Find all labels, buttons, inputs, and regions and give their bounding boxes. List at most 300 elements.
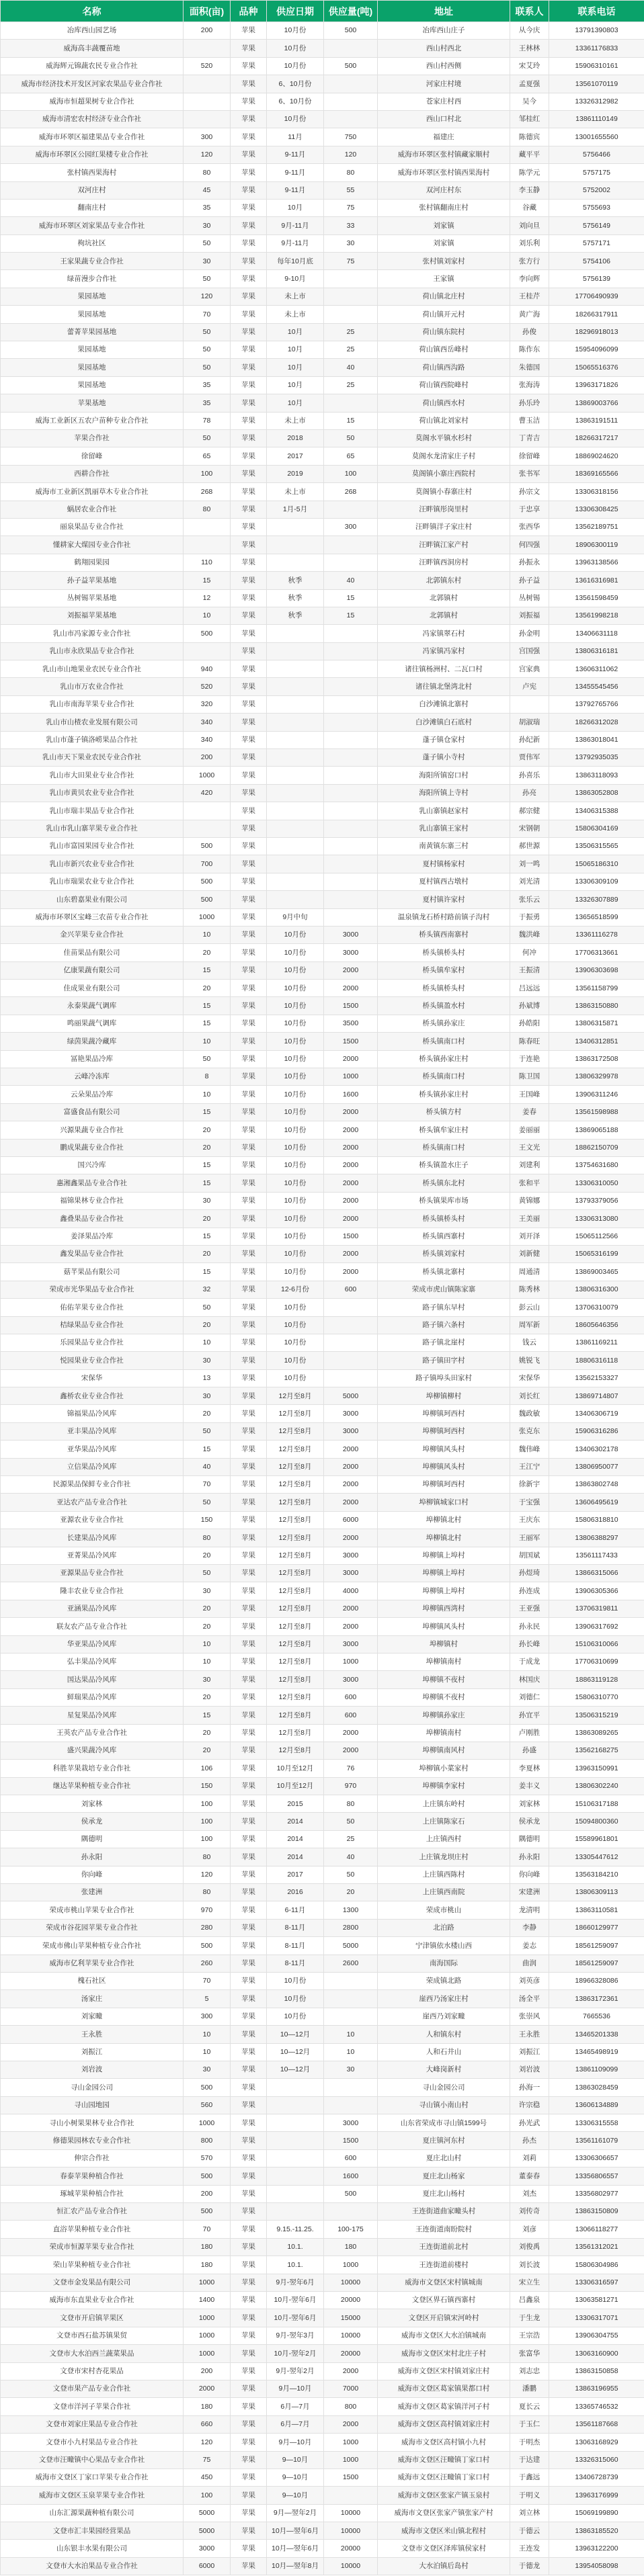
- cell-contact: 林国庆: [510, 1671, 549, 1688]
- cell-contact: 于德云: [510, 2522, 549, 2540]
- cell-contact: 吴今: [510, 93, 549, 110]
- cell-area: 20: [184, 1547, 231, 1564]
- cell-supply-date: 10月份: [267, 1157, 324, 1174]
- cell-contact: 孙长峰: [510, 1635, 549, 1653]
- cell-variety: 苹果: [231, 1884, 267, 1901]
- cell-name: 荣山苹果种植专业合作社: [1, 2256, 184, 2274]
- cell-address: 桥头镇桥头村: [378, 980, 510, 997]
- cell-supply-date: 10月至12月: [267, 1760, 324, 1777]
- cell-address: 北郭镇村: [378, 589, 510, 607]
- cell-area: [184, 802, 231, 820]
- cell-area: 120: [184, 288, 231, 305]
- cell-address: 张村镇刘家村: [378, 253, 510, 270]
- cell-supply-date: 每年10月底: [267, 253, 324, 270]
- cell-supply-volume: 970: [324, 1777, 378, 1795]
- cell-address: 桥头镇西寨村: [378, 1228, 510, 1245]
- cell-phone: 13863185520: [549, 2522, 644, 2540]
- cell-address: 荷山镇东院村: [378, 323, 510, 341]
- table-row: [1, 217, 644, 234]
- cell-phone: 13863089265: [549, 1724, 644, 1742]
- cell-supply-date: 10月份: [267, 57, 324, 75]
- cell-supply-volume: 1000: [324, 2451, 378, 2468]
- table-row: [1, 714, 644, 731]
- cell-area: 180: [184, 2238, 231, 2256]
- table-row: [1, 1299, 644, 1316]
- cell-contact: 孙永阳: [510, 1848, 549, 1866]
- cell-supply-volume: [324, 394, 378, 412]
- cell-supply-volume: 2000: [324, 1050, 378, 1068]
- cell-area: 50: [184, 1050, 231, 1068]
- cell-supply-volume: 75: [324, 199, 378, 216]
- cell-supply-date: 10.1.: [267, 2238, 324, 2256]
- cell-phone: 13306318156: [549, 483, 644, 501]
- cell-supply-volume: 2000: [324, 2415, 378, 2433]
- cell-contact: 于宝强: [510, 1494, 549, 1511]
- cell-contact: 王文光: [510, 1139, 549, 1156]
- cell-variety: 苹果: [231, 2256, 267, 2274]
- cell-supply-volume: 268: [324, 483, 378, 501]
- cell-address: 白沙滩镇北寨村: [378, 695, 510, 713]
- cell-name: 寻山金园公司: [1, 2079, 184, 2096]
- cell-phone: 13561187668: [549, 2415, 644, 2433]
- cell-area: 45: [184, 181, 231, 199]
- cell-supply-volume: 100-175: [324, 2221, 378, 2238]
- table-row: [1, 1068, 644, 1086]
- cell-supply-volume: 2000: [324, 1529, 378, 1547]
- cell-area: 15: [184, 1157, 231, 1174]
- cell-name: 佳苗果品有限公司: [1, 944, 184, 961]
- cell-name: 绿苗漫步合作社: [1, 270, 184, 288]
- cell-area: 1000: [184, 767, 231, 784]
- cell-supply-date: [267, 518, 324, 535]
- cell-name: 刘振福苹果基地: [1, 607, 184, 624]
- header-variety: 品种: [231, 1, 267, 22]
- cell-variety: 苹果: [231, 2380, 267, 2397]
- table-row: [1, 2079, 644, 2096]
- cell-supply-date: 2018: [267, 429, 324, 447]
- cell-area: 15: [184, 1174, 231, 1192]
- cell-phone: 13361176833: [549, 40, 644, 57]
- cell-phone: 15065316199: [549, 1245, 644, 1262]
- table-row: [1, 1139, 644, 1156]
- cell-supply-volume: 2000: [324, 980, 378, 997]
- cell-name: 枸坑社区: [1, 234, 184, 252]
- header-supply-volume: 供应量(吨): [324, 1, 378, 22]
- cell-phone: 13863172361: [549, 1990, 644, 2008]
- cell-variety: 苹果: [231, 1387, 267, 1405]
- cell-address: 埠柳镇不夜村: [378, 1688, 510, 1706]
- cell-supply-date: 10月份: [267, 1972, 324, 1989]
- cell-contact: 张克东: [510, 1422, 549, 1440]
- cell-address: 王连街道前北村: [378, 2238, 510, 2256]
- cell-address: 温泉镇龙石桥村路前镇子沟村: [378, 908, 510, 926]
- cell-area: 1000: [184, 908, 231, 926]
- cell-variety: 苹果: [231, 1777, 267, 1795]
- cell-area: 200: [184, 22, 231, 40]
- cell-supply-date: 12月至8月: [267, 1671, 324, 1688]
- table-row: [1, 270, 644, 288]
- cell-area: 20: [184, 1618, 231, 1635]
- cell-area: 70: [184, 1476, 231, 1494]
- cell-name: 文登市西石盐苏镇果贸: [1, 2327, 184, 2344]
- cell-name: 长建果品冷风库: [1, 1529, 184, 1547]
- table-row: [1, 2540, 644, 2557]
- cell-contact: 孟夏强: [510, 75, 549, 93]
- cell-variety: 苹果: [231, 93, 267, 110]
- cell-supply-volume: 3000: [324, 1635, 378, 1653]
- cell-phone: 13806309113: [549, 1884, 644, 1901]
- cell-address: 埠柳镇西湾村: [378, 1600, 510, 1617]
- cell-phone: 13063160900: [549, 2345, 644, 2362]
- cell-phone: 13406306719: [549, 1405, 644, 1422]
- cell-supply-volume: [324, 891, 378, 908]
- cell-address: 桥头镇南口村: [378, 1068, 510, 1086]
- cell-name: 亚源果品专业合作社: [1, 1564, 184, 1582]
- cell-supply-volume: [324, 1299, 378, 1316]
- cell-name: 金兴苹果专业合作社: [1, 926, 184, 943]
- cell-supply-volume: 80: [324, 1795, 378, 1813]
- cell-supply-volume: 2000: [324, 1103, 378, 1121]
- cell-supply-volume: 15000: [324, 2309, 378, 2327]
- cell-supply-volume: 1500: [324, 2468, 378, 2486]
- cell-supply-date: 10月: [267, 394, 324, 412]
- cell-address: 乳山寨镇王家村: [378, 820, 510, 837]
- cell-supply-date: 10月—翌年6月: [267, 2522, 324, 2540]
- cell-variety: 苹果: [231, 2043, 267, 2061]
- cell-area: 78: [184, 412, 231, 429]
- cell-variety: 苹果: [231, 997, 267, 1015]
- table-row: [1, 323, 644, 341]
- cell-name: 隆丰农业专业合作社: [1, 1582, 184, 1600]
- cell-address: 威海市文登区宋村北庄子村: [378, 2345, 510, 2362]
- cell-supply-date: 6、10月份: [267, 75, 324, 93]
- cell-contact: 王丽军: [510, 1529, 549, 1547]
- cell-address: 桥头镇方村: [378, 1103, 510, 1121]
- cell-area: 200: [184, 2362, 231, 2380]
- cell-supply-date: 12月至8月: [267, 1458, 324, 1475]
- cell-variety: 苹果: [231, 501, 267, 518]
- table-row: [1, 93, 644, 110]
- cell-phone: 13863191511: [549, 412, 644, 429]
- cell-area: 15: [184, 1707, 231, 1724]
- cell-supply-date: 9月-翌年6月: [267, 2274, 324, 2291]
- cell-supply-date: [267, 837, 324, 855]
- cell-supply-date: 10月份: [267, 1334, 324, 1351]
- cell-address: 路子镇东早村: [378, 1299, 510, 1316]
- cell-supply-volume: 76: [324, 1760, 378, 1777]
- cell-area: [184, 518, 231, 535]
- cell-address: 埠柳镇小菜家村: [378, 1760, 510, 1777]
- cell-variety: 苹果: [231, 837, 267, 855]
- cell-area: 1000: [184, 2114, 231, 2132]
- cell-contact: 孙光武: [510, 2114, 549, 2132]
- cell-name: 汤家庄: [1, 1990, 184, 2008]
- cell-variety: 苹果: [231, 57, 267, 75]
- cell-phone: 13305447612: [549, 1848, 644, 1866]
- cell-address: 荷山镇西岳峰村: [378, 341, 510, 359]
- cell-contact: 卢刚胜: [510, 1724, 549, 1742]
- cell-name: 你向峰: [1, 1866, 184, 1883]
- cell-supply-date: 10—12月: [267, 2026, 324, 2043]
- cell-phone: 18266312028: [549, 714, 644, 731]
- table-row: [1, 2557, 644, 2575]
- cell-contact: 王宗浩: [510, 2327, 549, 2344]
- cell-supply-volume: 3000: [324, 926, 378, 943]
- cell-name: 亚达农产品专业合作社: [1, 1494, 184, 1511]
- cell-supply-volume: 3000: [324, 1405, 378, 1422]
- cell-name: 继达苹果种植专业合作社: [1, 1777, 184, 1795]
- cell-variety: 苹果: [231, 1582, 267, 1600]
- cell-address: 夏庄镇河东村: [378, 2132, 510, 2149]
- cell-variety: 苹果: [231, 1564, 267, 1582]
- cell-supply-date: 10—12月: [267, 2043, 324, 2061]
- cell-variety: 苹果: [231, 2079, 267, 2096]
- cell-contact: 孙振永: [510, 554, 549, 571]
- cell-variety: 苹果: [231, 1688, 267, 1706]
- cell-address: 埠柳镇珂西村: [378, 1422, 510, 1440]
- cell-address: 桥头镇桥头村: [378, 944, 510, 961]
- cell-supply-date: 2014: [267, 1830, 324, 1848]
- cell-area: [184, 642, 231, 660]
- cell-area: 30: [184, 1582, 231, 1600]
- cell-supply-volume: [324, 908, 378, 926]
- cell-contact: 刘长红: [510, 1387, 549, 1405]
- cell-address: 埠柳镇城家口村: [378, 1494, 510, 1511]
- cell-area: 340: [184, 731, 231, 748]
- cell-supply-volume: 3000: [324, 1564, 378, 1582]
- cell-name: 菇芊果品有限公司: [1, 1263, 184, 1281]
- cell-name: 鑫叠果品专业合作社: [1, 1210, 184, 1228]
- table-row: [1, 2043, 644, 2061]
- cell-variety: 苹果: [231, 944, 267, 961]
- cell-address: 王连街道前楼村: [378, 2256, 510, 2274]
- cell-supply-date: 9月—10月: [267, 2434, 324, 2451]
- cell-phone: 13063581271: [549, 2292, 644, 2309]
- cell-area: 15: [184, 1263, 231, 1281]
- cell-phone: 13561070119: [549, 75, 644, 93]
- cell-contact: 王江宁: [510, 1458, 549, 1475]
- cell-contact: 李向辉: [510, 270, 549, 288]
- cell-area: 30: [184, 1671, 231, 1688]
- cell-supply-date: [267, 642, 324, 660]
- cell-supply-volume: 600: [324, 1688, 378, 1706]
- table-row: [1, 1618, 644, 1635]
- cell-name: 刘振江: [1, 2043, 184, 2061]
- cell-name: 荣成市佛山苹果种植专业合作社: [1, 1937, 184, 1955]
- cell-supply-date: [267, 2114, 324, 2132]
- cell-address: 北郭镇东村: [378, 572, 510, 589]
- cell-contact: 宫家典: [510, 660, 549, 678]
- cell-variety: 苹果: [231, 1919, 267, 1936]
- cell-address: 汪畔镇江家产村: [378, 536, 510, 554]
- table-row: [1, 1511, 644, 1529]
- cell-supply-volume: [324, 784, 378, 802]
- cell-area: 12: [184, 589, 231, 607]
- cell-area: 1000: [184, 2327, 231, 2344]
- cell-supply-volume: [324, 802, 378, 820]
- cell-area: 10: [184, 2043, 231, 2061]
- table-row: [1, 2415, 644, 2433]
- cell-name: 苹果基地: [1, 394, 184, 412]
- cell-variety: 苹果: [231, 1547, 267, 1564]
- cell-contact: 王国峰: [510, 1086, 549, 1103]
- cell-supply-date: [267, 731, 324, 748]
- cell-contact: 谷藏: [510, 199, 549, 216]
- cell-area: 570: [184, 2149, 231, 2167]
- cell-supply-date: [267, 2132, 324, 2149]
- cell-name: 寻山园地园: [1, 2096, 184, 2114]
- cell-supply-date: 10.1.: [267, 2256, 324, 2274]
- cell-variety: 苹果: [231, 2061, 267, 2078]
- cell-address: 河家庄村境: [378, 75, 510, 93]
- cell-area: 268: [184, 483, 231, 501]
- cell-phone: 13793379056: [549, 1192, 644, 1209]
- cell-contact: 曲润: [510, 1955, 549, 1972]
- table-row: [1, 359, 644, 376]
- cell-area: 80: [184, 164, 231, 181]
- cell-supply-date: 2017: [267, 447, 324, 465]
- cell-area: 10: [184, 1635, 231, 1653]
- cell-variety: 苹果: [231, 306, 267, 323]
- cell-name: 蜗居农业合作社: [1, 501, 184, 518]
- cell-name: 乳山市山地果业农民专业合作社: [1, 660, 184, 678]
- cell-name: 刘家林: [1, 1795, 184, 1813]
- cell-name: 荣成市光华果品专业合作社: [1, 1281, 184, 1298]
- cell-area: 100: [184, 1813, 231, 1830]
- table-row: [1, 1671, 644, 1688]
- cell-variety: 苹果: [231, 2487, 267, 2504]
- table-row: [1, 128, 644, 146]
- cell-area: 20: [184, 1688, 231, 1706]
- table-row: [1, 1972, 644, 1989]
- cell-name: 双河庄村: [1, 181, 184, 199]
- cell-phone: 13861110149: [549, 110, 644, 128]
- cell-supply-date: 12月至8月: [267, 1688, 324, 1706]
- table-row: [1, 1103, 644, 1121]
- cell-contact: 汤全平: [510, 1990, 549, 2008]
- cell-phone: 13806950077: [549, 1458, 644, 1475]
- cell-phone: 18806316118: [549, 1352, 644, 1369]
- table-row: [1, 75, 644, 93]
- cell-phone: 13869065188: [549, 1121, 644, 1139]
- cell-supply-volume: 30: [324, 234, 378, 252]
- table-row: [1, 2026, 644, 2043]
- table-row: [1, 2238, 644, 2256]
- cell-address: 汪畔镇西洞房村: [378, 554, 510, 571]
- cell-address: 桥头镇果库市场: [378, 1192, 510, 1209]
- cell-phone: 13306317071: [549, 2309, 644, 2327]
- header-address: 地址: [378, 1, 510, 22]
- table-row: [1, 767, 644, 784]
- cell-name: 春泰苹果种植合作社: [1, 2167, 184, 2185]
- cell-supply-date: 10月份: [267, 944, 324, 961]
- cell-supply-date: [267, 820, 324, 837]
- cell-supply-volume: 1500: [324, 1228, 378, 1245]
- cell-name: 威海市文登区丁家口苹果专业合作社: [1, 2468, 184, 2486]
- cell-name: 鑫桥农业专业合作社: [1, 1387, 184, 1405]
- cell-supply-volume: 600: [324, 2149, 378, 2167]
- cell-phone: 18266317217: [549, 429, 644, 447]
- cell-contact: 孙斌博: [510, 997, 549, 1015]
- cell-address: 文登区开启镇宋河岭村: [378, 2309, 510, 2327]
- cell-supply-date: 6月—7月: [267, 2398, 324, 2415]
- cell-address: 宁津镇依水楼山西: [378, 1937, 510, 1955]
- table-row: [1, 873, 644, 890]
- cell-phone: 13806316181: [549, 642, 644, 660]
- cell-phone: 13406728739: [549, 2468, 644, 2486]
- cell-supply-date: 9-11月: [267, 146, 324, 163]
- cell-phone: 13866315066: [549, 1564, 644, 1582]
- cell-area: 70: [184, 2221, 231, 2238]
- cell-supply-volume: 100: [324, 465, 378, 482]
- cell-variety: 苹果: [231, 1228, 267, 1245]
- cell-contact: 徐留峰: [510, 447, 549, 465]
- cell-phone: 13963138566: [549, 554, 644, 571]
- cell-area: 20: [184, 1405, 231, 1422]
- cell-variety: 苹果: [231, 1635, 267, 1653]
- cell-supply-date: 秋季: [267, 572, 324, 589]
- cell-address: 桥头镇西南寨村: [378, 926, 510, 943]
- cell-area: 80: [184, 1848, 231, 1866]
- cell-phone: 13306315558: [549, 2114, 644, 2132]
- cell-supply-volume: [324, 93, 378, 110]
- cell-variety: 苹果: [231, 1990, 267, 2008]
- cell-supply-date: 8-11月: [267, 1919, 324, 1936]
- cell-phone: 13561598459: [549, 589, 644, 607]
- cell-area: 50: [184, 341, 231, 359]
- cell-phone: 13863150809: [549, 2203, 644, 2221]
- cell-name: 姜泽果品冷库: [1, 1228, 184, 1245]
- cell-supply-volume: 7000: [324, 2380, 378, 2397]
- table-row: [1, 1777, 644, 1795]
- cell-address: 上庄镇西村: [378, 1830, 510, 1848]
- cell-name: 悦园果业专业合作社: [1, 1352, 184, 1369]
- cell-variety: 苹果: [231, 164, 267, 181]
- cell-contact: 刘振福: [510, 607, 549, 624]
- cell-supply-volume: 25: [324, 323, 378, 341]
- table-row: [1, 2167, 644, 2185]
- cell-variety: 苹果: [231, 891, 267, 908]
- cell-contact: 孙亮: [510, 784, 549, 802]
- cell-supply-volume: 1600: [324, 2167, 378, 2185]
- cell-address: 荣成市虎山镇陈家寨: [378, 1281, 510, 1298]
- cell-supply-volume: 15: [324, 589, 378, 607]
- cell-contact: 姚锐飞: [510, 1352, 549, 1369]
- cell-address: 桥头镇孙家庄: [378, 1015, 510, 1032]
- cell-area: 15: [184, 1103, 231, 1121]
- cell-supply-volume: 6000: [324, 1511, 378, 1529]
- cell-address: 威海市环翠区张村镇西果海村: [378, 164, 510, 181]
- header-supply-date: 供应日期: [267, 1, 324, 22]
- cell-area: 180: [184, 2256, 231, 2274]
- cell-address: 寻山金园公司: [378, 2079, 510, 2096]
- cell-supply-date: 9月-翌年2月: [267, 2362, 324, 2380]
- cell-address: 西山口村北: [378, 110, 510, 128]
- cell-supply-volume: 20000: [324, 2345, 378, 2362]
- cell-area: 15: [184, 1441, 231, 1458]
- cell-supply-date: 9—10月: [267, 2468, 324, 2486]
- cell-area: 150: [184, 1777, 231, 1795]
- cell-name: 威海市经济技术开发区河家农果品专业合作社: [1, 75, 184, 93]
- cell-phone: 13606311062: [549, 660, 644, 678]
- table-row: [1, 1547, 644, 1564]
- cell-contact: 刘乐利: [510, 234, 549, 252]
- cell-contact: 周通清: [510, 1263, 549, 1281]
- cell-area: 40: [184, 1458, 231, 1475]
- cell-area: 50: [184, 323, 231, 341]
- cell-contact: 孙海一: [510, 2079, 549, 2096]
- cell-supply-volume: 500: [324, 2185, 378, 2202]
